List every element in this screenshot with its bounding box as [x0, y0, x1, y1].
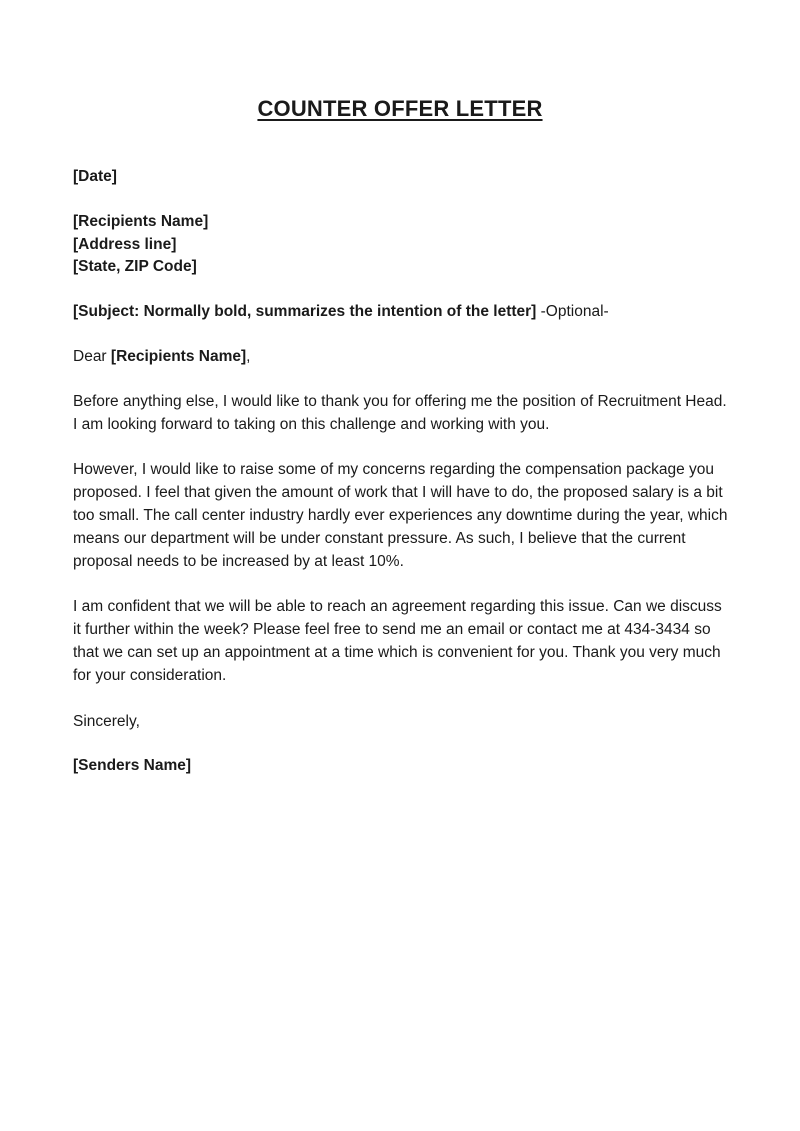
subject-line [73, 301, 733, 324]
sender-name: [Senders Name] [73, 757, 192, 775]
recipient-name: [Recipients Name] [73, 212, 209, 230]
state-zip: [State, ZIP Code] [73, 258, 197, 276]
address-line: [Address line] [73, 235, 177, 253]
letter-body [73, 166, 733, 778]
paragraph-agreement: I am confident that we will be able to reach an agreement regarding this issue. Can we discuss it further within the week? Please feel free to send me an email or contact me at 434-3434 so that we can set up an appointment at a time which is convenient for you. Thank you very much for your consideration. [73, 598, 722, 684]
paragraph-thanks: Before anything else, I would like to thank you for offering me the position of Recruitment Head. I am looking forward to taking on this challenge and working with you. [73, 392, 727, 433]
date-placeholder: [Date] [73, 168, 117, 185]
recipient-address-block [73, 211, 733, 279]
salutation [73, 346, 733, 369]
salutation-name: [Recipients Name] [110, 347, 247, 365]
letter-title: COUNTER OFFER LETTER [257, 96, 543, 121]
paragraph-concerns: However, I would like to raise some of my concerns regarding the compensation package you proposed. I feel that given the amount of work that I will have to do, the proposed salary is a bit too small. The call center industry hardly ever experiences any downtime during the year, which means our department will be under constant pressure. As such, I believe that the current proposal needs to be increased by at least 10%. [73, 461, 728, 570]
closing: Sincerely, [73, 712, 140, 730]
salutation-prefix: Dear [73, 347, 111, 365]
subject-text: [Subject: Normally bold, summarizes the intention of the letter] [73, 303, 537, 321]
subject-optional-note: -Optional- [536, 303, 609, 321]
salutation-suffix: , [246, 347, 251, 365]
